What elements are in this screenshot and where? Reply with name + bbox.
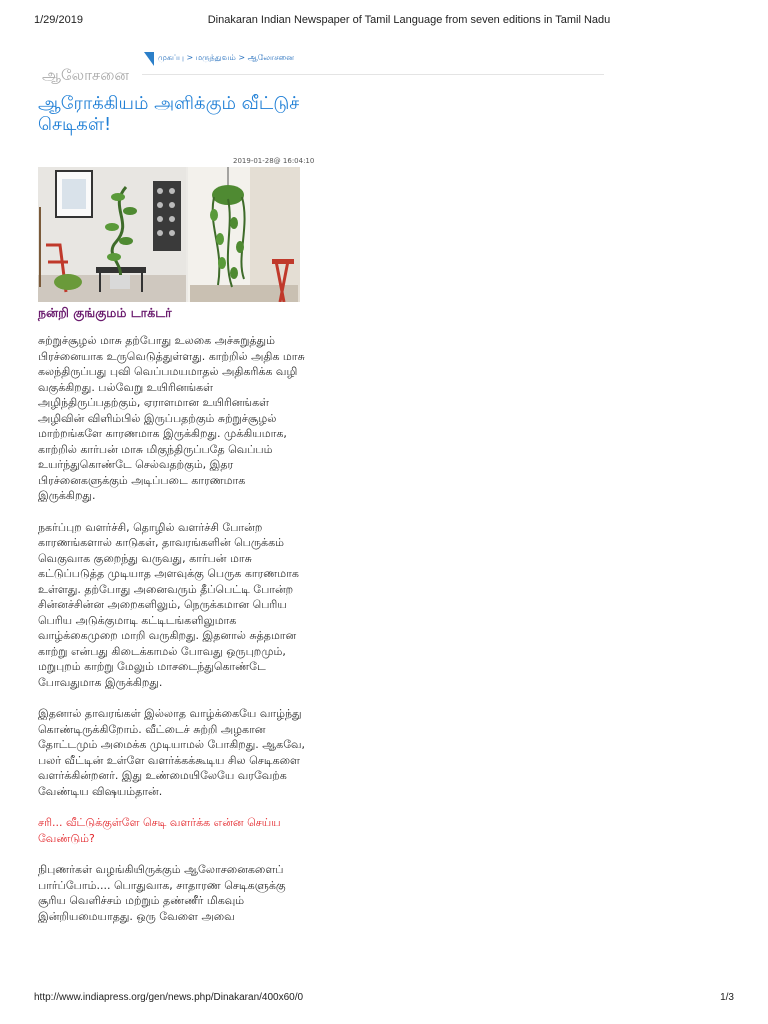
print-page-title: Dinakaran Indian Newspaper of Tamil Language from seven editions in Tamil Nadu (207, 14, 611, 26)
indoor-plants-illustration (38, 167, 300, 302)
print-source-url[interactable]: http://www.indiapress.org/gen/news.php/Dinakaran/400x60/0 (34, 992, 304, 1003)
article-title: ஆரோக்கியம் அளிக்கும் வீட்டுச் செடிகள்! (38, 93, 300, 135)
article-paragraph: இதனால் தாவரங்கள் இல்லாத வாழ்க்கையே வாழ்ந்து கொண்டிருக்கிறோம். வீட்டைச் சுற்றி அழகான தோட்டமும் அமைக்க முடியாமல் போகிறது. ஆகவே, பலர் வீட்டின் உள்ளே வளர்க்கக்கூடிய சில செடிகளை வளர்க்கின்றனர். இது உண்மையிலேயே வரவேற்க வேண்டிய விஷயம்தான். (38, 707, 306, 798)
breadcrumb-home-link[interactable]: முகப்பு (158, 53, 184, 62)
breadcrumb-current[interactable]: ஆலோசனை (247, 53, 294, 62)
section-label: ஆலோசனை (42, 66, 129, 84)
article-timestamp: 2019-01-28@ 16:04:10 (233, 157, 315, 165)
print-page-number: 1/3 (720, 992, 734, 1003)
article-credit: நன்றி குங்குமம் டாக்டர் (38, 305, 172, 320)
article-photo (38, 167, 300, 302)
print-footer (34, 992, 734, 1006)
breadcrumb-separator: > (183, 53, 196, 62)
article-paragraph: சுற்றுச்சூழல் மாசு தற்போது உலகை அச்சுறுத்தும் பிரச்னையாக உருவெடுத்துள்ளது. காற்றில் அதிக மாசு கலந்திருப்பது புவி வெப்பமயமாதல் அதிகரிக்க வழி வகுக்கிறது. பல்வேறு உயிரினங்கள் அழிந்திருப்பதற்கும், ஏராளமான உயிரினங்கள் அழிவின் விளிம்பில் இருப்பதற்கும் சுற்றுச்சூழல் மாற்றங்களே காரணமாக இருக்கிறது. முக்கியமாக, காற்றில் கார்பன் மாசு மிகுந்திருப்பதே வெப்பம் உயர்ந்துகொண்டே செல்வதற்கும், இதர பிரச்னைகளுக்கும் அடிப்படை காரணமாக இருக்கிறது. (38, 334, 305, 502)
print-date: 1/29/2019 (34, 14, 83, 26)
article-paragraph: நகர்ப்புற வளர்ச்சி, தொழில் வளர்ச்சி போன்ற காரணங்களால் காடுகள், தாவரங்களின் பெருக்கம் வெகுவாக குறைந்து வருவது, கார்பன் மாசு கட்டுப்படுத்த முடியாத அளவுக்கு பெருக காரணமாக உள்ளது. தற்போது அனைவரும் தீப்பெட்டி போன்ற சின்னச்சின்ன அறைகளிலும், நெருக்கமான பெரிய பெரிய அடுக்குமாடி கட்டிடங்களிலுமாக வாழ்க்கைமுறை மாறி வருகிறது. இதனால் சுத்தமான காற்று என்பது கிடைக்காமல் போவது ஒருபுறமும், மறுபுறம் காற்று மேலும் மாசடைந்துகொண்டே போவதுமாக இருக்கிறது. (38, 520, 299, 689)
breadcrumb-marker-icon (144, 52, 154, 66)
article-subheading: சரி... வீட்டுக்குள்ளே செடி வளர்க்க என்ன செய்ய வேண்டும்? (38, 816, 281, 845)
print-header (34, 14, 734, 30)
article-body (38, 333, 306, 940)
breadcrumb-separator: > (235, 53, 248, 62)
breadcrumb-category-link[interactable]: மருத்துவம் (195, 53, 236, 62)
section-divider (142, 74, 604, 75)
breadcrumb-bar (142, 50, 602, 72)
breadcrumb (158, 53, 294, 63)
article-paragraph: நிபுணர்கள் வழங்கியிருக்கும் ஆலோசனைகளைப் பார்ப்போம்.... பொதுவாக, சாதாரண செடிகளுக்கு சூரிய வெளிச்சம் மற்றும் தண்ணீர் மிகவும் இன்றியமையாதது. ஒரு வேளை அவை (38, 863, 286, 923)
